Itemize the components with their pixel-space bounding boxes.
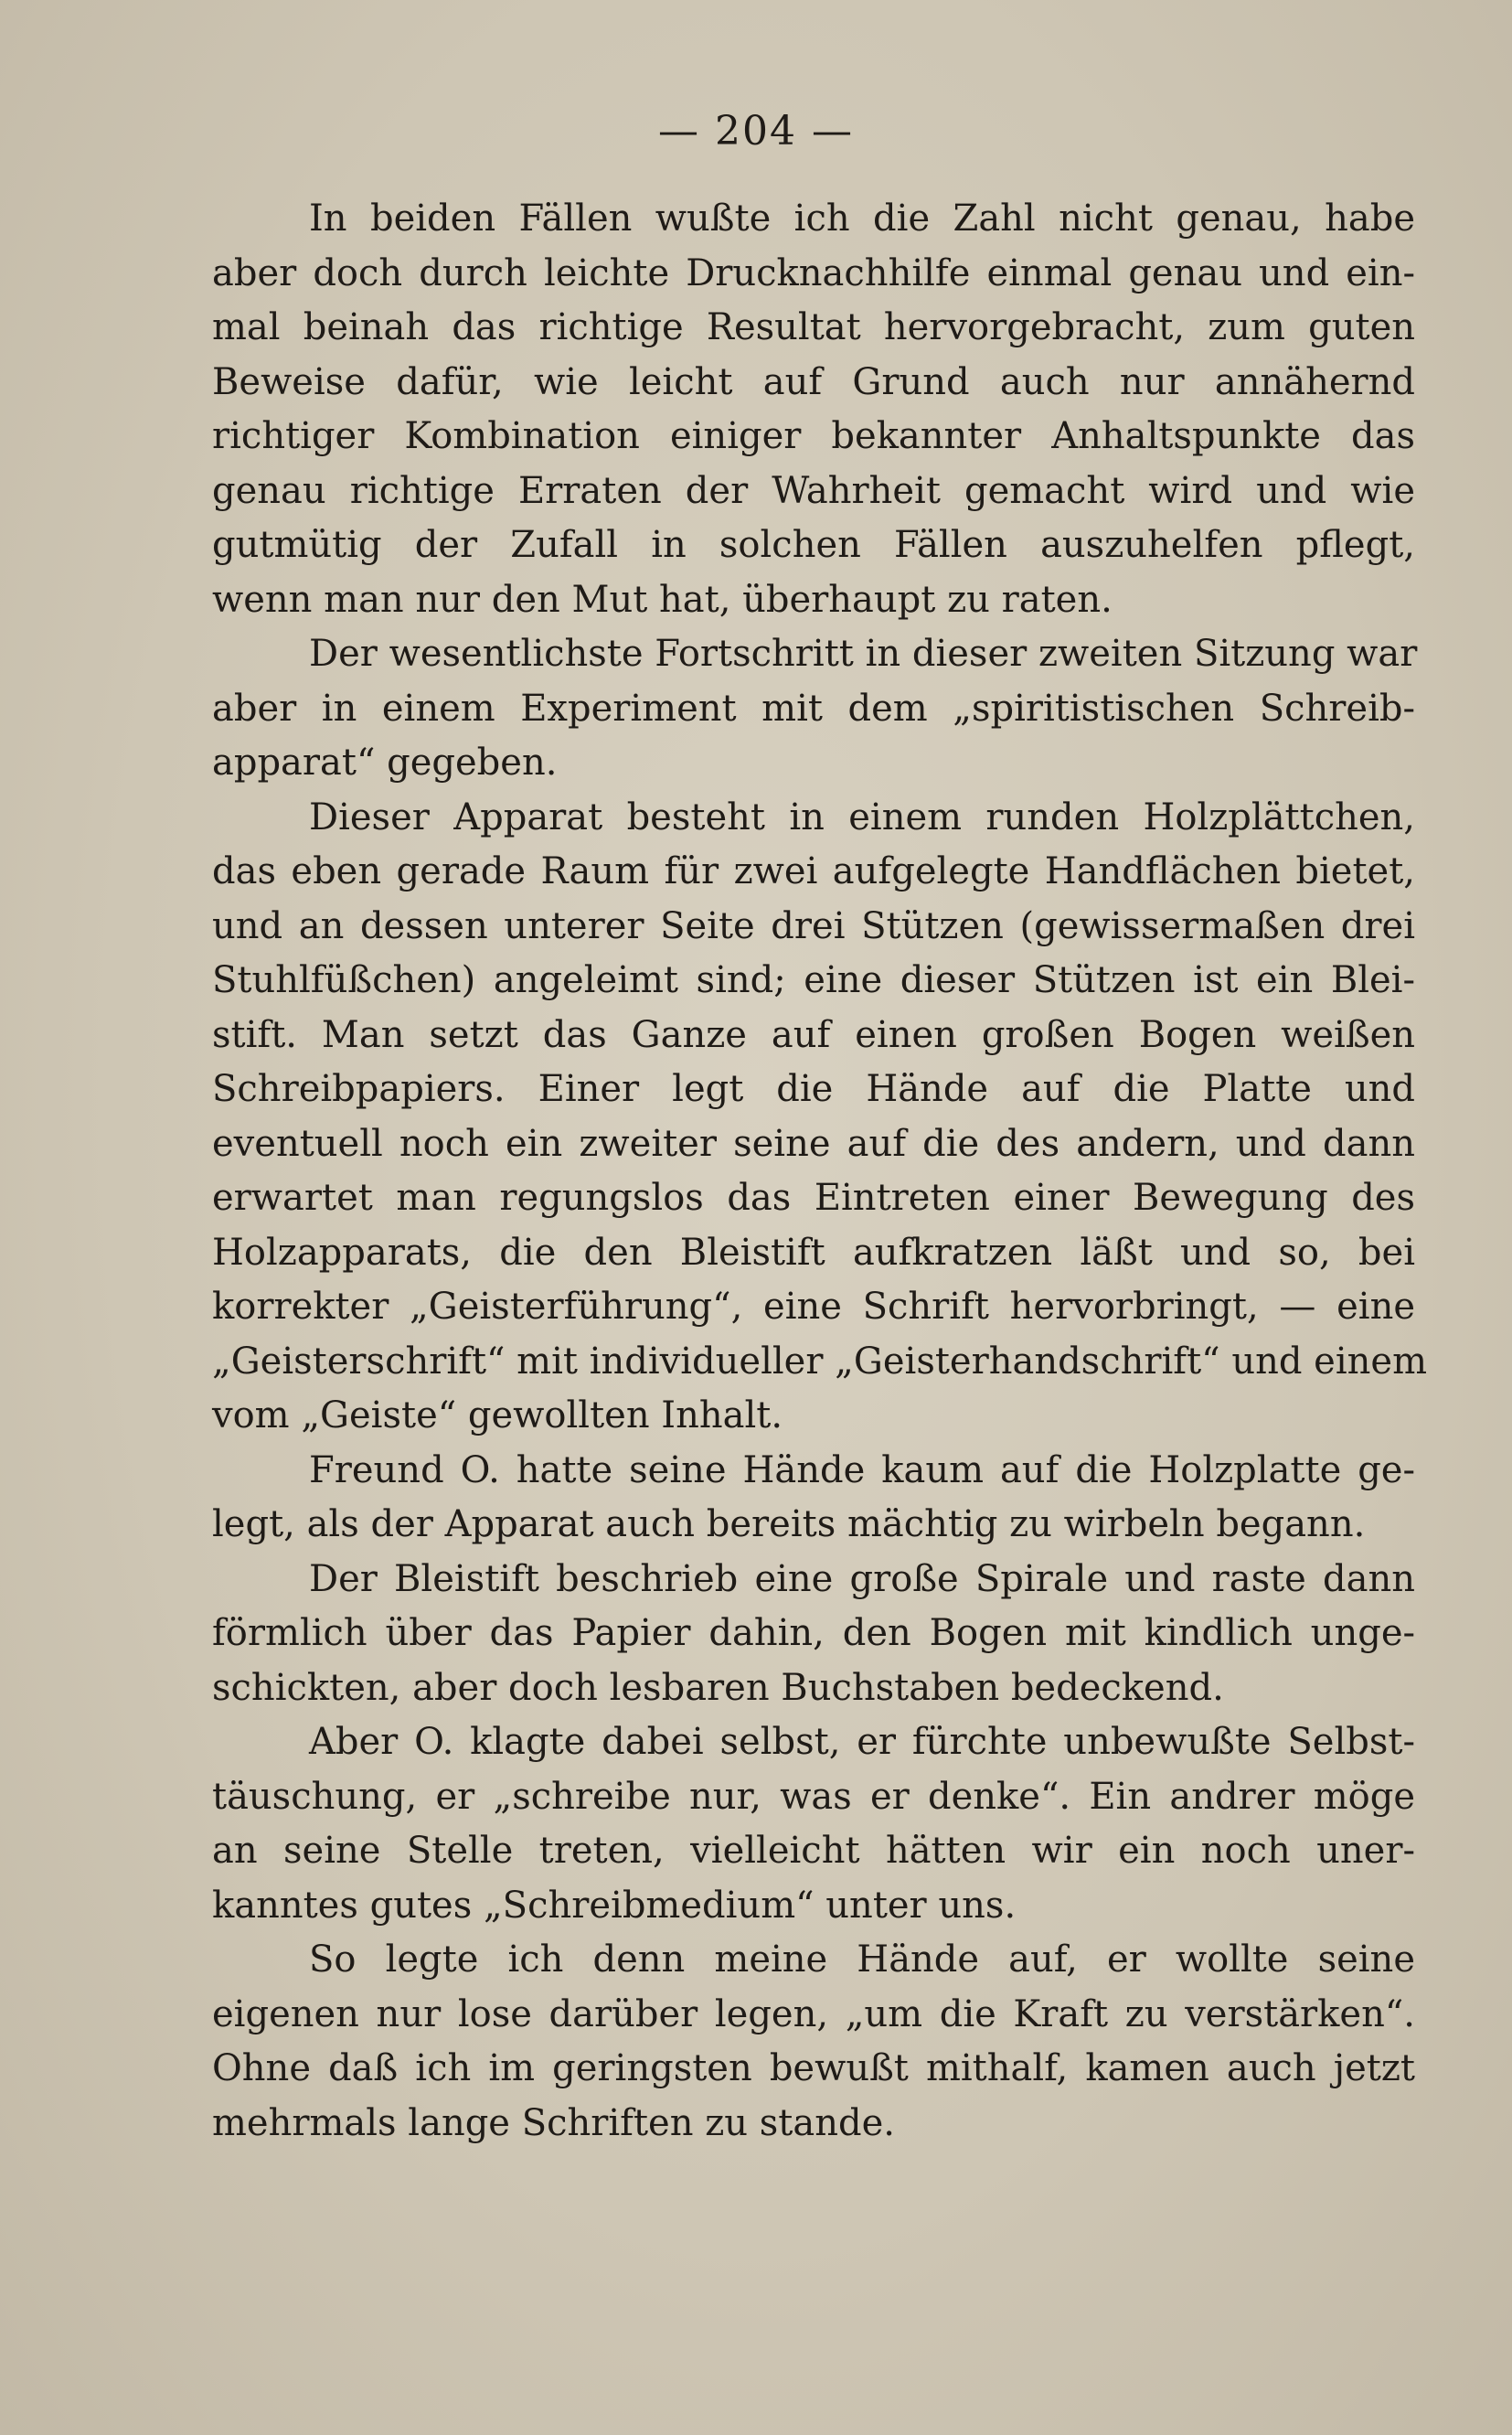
- text-line: legt, als der Apparat auch bereits mächtig zu wirbeln begann.: [212, 1503, 1366, 1545]
- text-line: kanntes gutes „Schreibmedium“ unter uns.: [212, 1884, 1017, 1927]
- text-line: mehrmals lange Schriften zu stande.: [212, 2101, 895, 2144]
- text-line: mal beinah das richtige Resultat hervorgebracht, zum guten: [212, 306, 1415, 348]
- text-line: Ohne daß ich im geringsten bewußt mithalf, kamen auch jetzt: [212, 2047, 1415, 2089]
- text-line: Stuhlfüßchen) angeleimt sind; eine dieser Stützen ist ein Blei-: [212, 959, 1415, 1001]
- text-line: In beiden Fällen wußte ich die Zahl nicht genau, habe: [309, 198, 1415, 240]
- text-line: an seine Stelle treten, vielleicht hätten wir ein noch uner-: [212, 1830, 1415, 1872]
- paragraph: [212, 627, 1418, 791]
- text-line: eventuell noch ein zweiter seine auf die des andern, und dann: [212, 1122, 1415, 1165]
- text-line: genau richtige Erraten der Wahrheit gemacht wird und wie: [212, 469, 1415, 512]
- paragraph: [212, 1715, 1415, 1933]
- text-line: schickten, aber doch lesbaren Buchstaben bedeckend.: [212, 1666, 1224, 1709]
- text-line: gutmütig der Zufall in solchen Fällen auszuhelfen pflegt,: [212, 524, 1415, 566]
- text-line: das eben gerade Raum für zwei aufgelegte Handflächen bietet,: [212, 850, 1415, 892]
- text-line: täuschung, er „schreibe nur, was er denke“. Ein andrer möge: [212, 1775, 1415, 1818]
- text-line: korrekter „Geisterführung“, eine Schrift hervorbringt, — eine: [212, 1286, 1415, 1328]
- text-line: wenn man nur den Mut hat, überhaupt zu raten.: [212, 578, 1113, 621]
- text-line: aber doch durch leichte Drucknachhilfe einmal genau und ein-: [212, 251, 1415, 294]
- text-line: und an dessen unterer Seite drei Stützen (gewissermaßen drei: [212, 904, 1415, 947]
- text-line: „Geisterschrift“ mit individueller „Geisterhandschrift“ und einem: [212, 1340, 1428, 1383]
- text-line: Freund O. hatte seine Hände kaum auf die Holzplatte ge-: [309, 1448, 1415, 1491]
- text-line: aber in einem Experiment mit dem „spiritistischen Schreib-: [212, 687, 1415, 730]
- text-line: richtiger Kombination einiger bekannter Anhaltspunkte das: [212, 415, 1415, 457]
- text-line: So legte ich denn meine Hände auf, er wollte seine: [309, 1938, 1415, 1981]
- text-line: vom „Geiste“ gewollten Inhalt.: [212, 1394, 783, 1436]
- text-line: Beweise dafür, wie leicht auf Grund auch nur annähernd: [212, 360, 1415, 403]
- paragraph: [212, 1444, 1415, 1553]
- text-line: förmlich über das Papier dahin, den Bogen mit kindlich unge-: [212, 1612, 1415, 1654]
- text-line: stift. Man setzt das Ganze auf einen großen Bogen weißen: [212, 1013, 1415, 1056]
- body-text: [212, 192, 1428, 2151]
- text-line: apparat“ gegeben.: [212, 742, 558, 784]
- paragraph: [212, 1933, 1415, 2151]
- page-number: — 204 —: [658, 108, 854, 155]
- text-line: Dieser Apparat besteht in einem runden Holzplättchen,: [309, 796, 1415, 838]
- text-line: Der Bleistift beschrieb eine große Spirale und raste dann: [309, 1557, 1415, 1600]
- text-line: eigenen nur lose darüber legen, „um die Kraft zu verstärken“.: [212, 1992, 1415, 2035]
- paragraph: [212, 192, 1415, 627]
- text-line: Aber O. klagte dabei selbst, er fürchte unbewußte Selbst-: [309, 1721, 1415, 1763]
- text-line: erwartet man regungslos das Eintreten einer Bewegung des: [212, 1177, 1415, 1219]
- text-line: Schreibpapiers. Einer legt die Hände auf die Platte und: [212, 1068, 1415, 1110]
- paragraph: [212, 791, 1428, 1444]
- paragraph: [212, 1553, 1415, 1716]
- text-line: Der wesentlichste Fortschritt in dieser zweiten Sitzung war: [309, 633, 1418, 675]
- text-line: Holzapparats, die den Bleistift aufkratzen läßt und so, bei: [212, 1231, 1415, 1274]
